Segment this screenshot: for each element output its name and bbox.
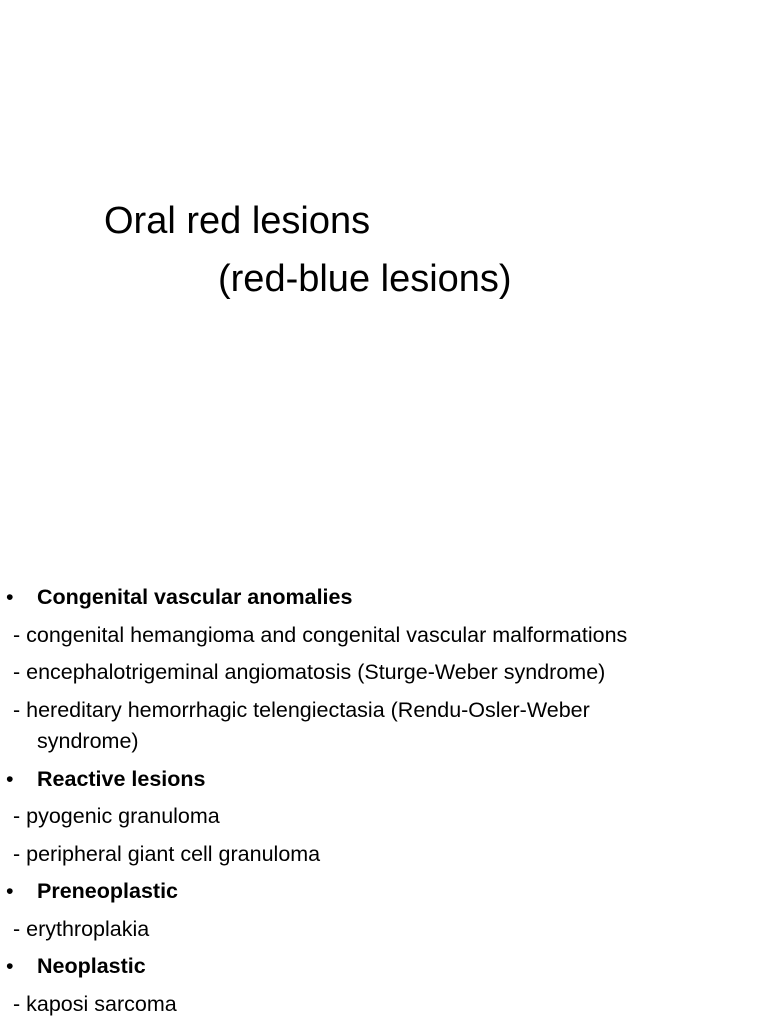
list-item: - kaposi sarcoma — [13, 991, 177, 1016]
list-item-text-line-1: - hereditary hemorrhagic telengiectasia (Rendu-Osler-Weber — [13, 697, 590, 722]
list-item: - erythroplakia — [13, 916, 150, 941]
bullet-icon: • — [6, 879, 14, 903]
bullet-icon: • — [6, 585, 14, 609]
section-heading-neoplastic — [0, 949, 760, 987]
bullet-icon: • — [6, 766, 14, 791]
list-item — [0, 693, 760, 762]
section-heading-text: Reactive lesions — [37, 766, 206, 791]
slide-title-line-2: (red-blue lesions) — [218, 258, 512, 300]
section-heading-text: Preneoplastic — [37, 879, 178, 903]
slide-title-line-1: Oral red lesions — [104, 200, 371, 242]
section-heading-text: Neoplastic — [37, 954, 146, 978]
bullet-list — [0, 580, 760, 1024]
bullet-icon: • — [6, 954, 14, 978]
list-item: - encephalotrigeminal angiomatosis (Sturge-Weber syndrome) — [13, 660, 606, 684]
section-heading-text: Congenital vascular anomalies — [37, 585, 353, 609]
list-item: - pyogenic granuloma — [13, 804, 220, 828]
list-item: - peripheral giant cell granuloma — [13, 841, 321, 866]
list-item-text-line-2: syndrome) — [37, 728, 139, 753]
section-heading-congenital — [0, 580, 760, 618]
list-item: - congenital hemangioma and congenital vascular malformations — [13, 622, 628, 647]
section-heading-preneoplastic — [0, 874, 760, 912]
section-heading-reactive — [0, 762, 760, 800]
slide-title — [104, 192, 724, 308]
